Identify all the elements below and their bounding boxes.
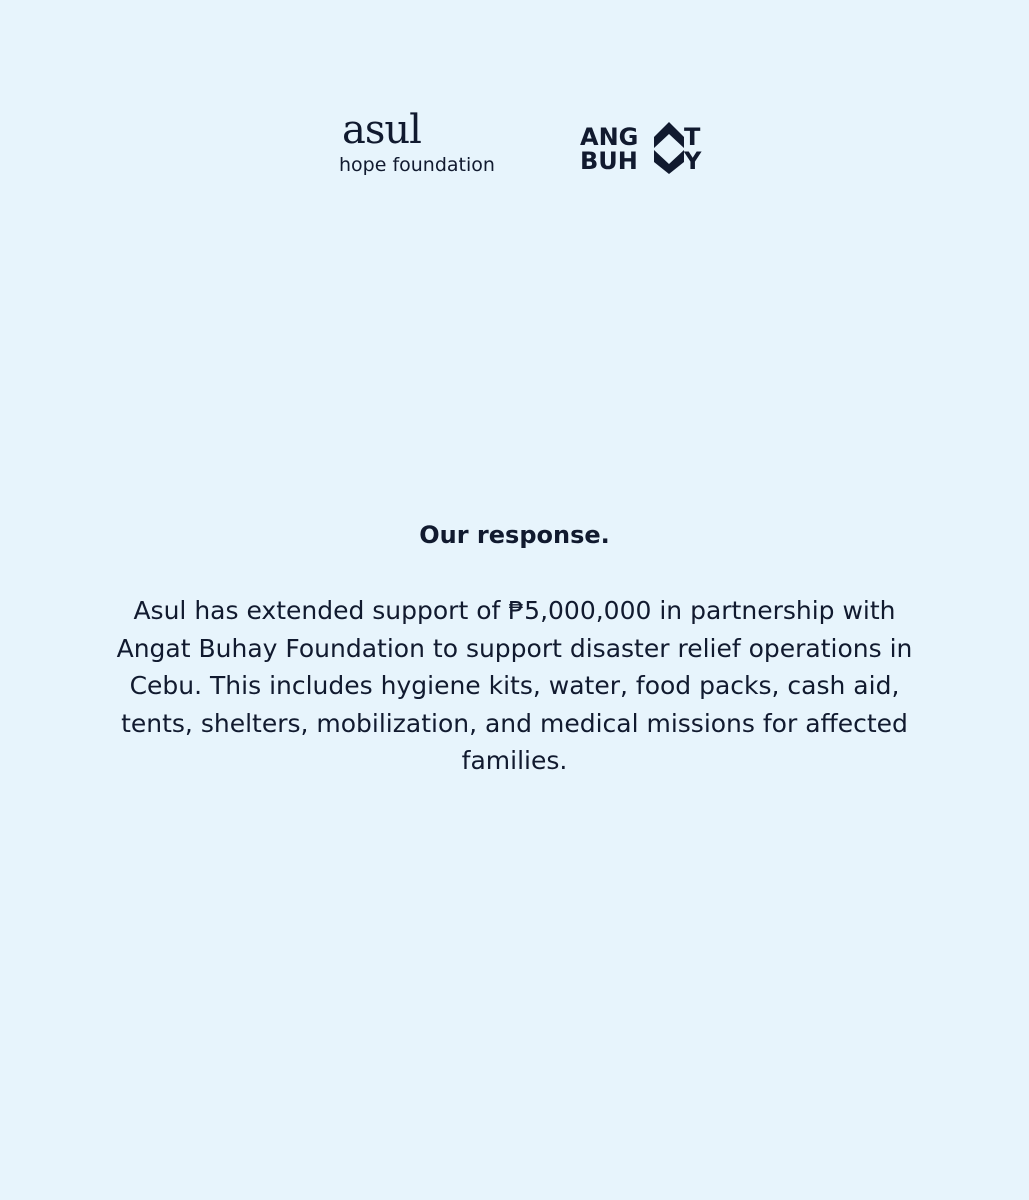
- angat-buhay-line2-end: Y: [684, 147, 702, 175]
- angat-buhay-logo: [578, 118, 710, 178]
- chevron-up-arrow-icon: [654, 122, 684, 174]
- asul-wordmark: asul: [342, 107, 421, 153]
- angat-buhay-line1: ANG: [580, 123, 639, 151]
- angat-buhay-line2: BUH: [580, 147, 638, 175]
- asul-hope-foundation-logo: [338, 106, 518, 186]
- section-heading: Our response.: [419, 521, 610, 549]
- body-paragraph: Asul has extended support of ₱5,000,000 in partnership with Angat Buhay Foundation to support disaster relief operations in Cebu. This includes hygiene kits, water, food packs, cash aid, tents, shelters, mobilization, and medical missions for affected families.: [116, 596, 913, 775]
- asul-subtitle: hope foundation: [339, 154, 495, 176]
- angat-buhay-line1-end: T: [684, 123, 701, 151]
